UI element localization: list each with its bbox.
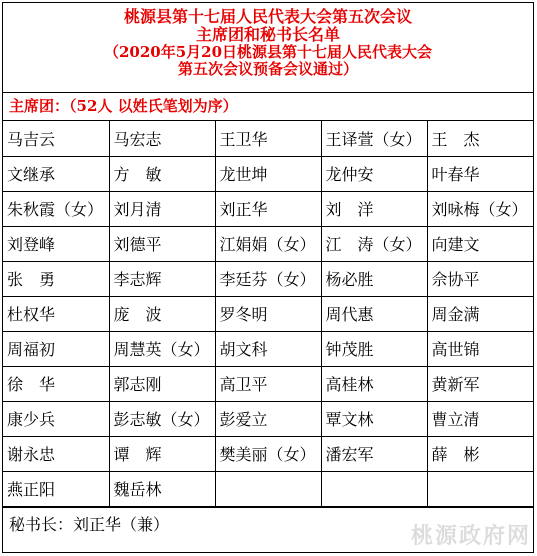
member-name-cell: 薛 彬 — [427, 436, 533, 471]
document-header — [3, 3, 533, 93]
member-name-cell: 庞 波 — [109, 296, 215, 331]
member-name-cell: 杜权华 — [3, 296, 109, 331]
table-row — [3, 436, 533, 471]
member-name-cell: 王 杰 — [427, 121, 533, 156]
table-row — [3, 121, 533, 156]
member-name-cell: 彭志敏（女） — [109, 401, 215, 436]
member-name-cell: 周福初 — [3, 331, 109, 366]
member-name-cell: 刘正华 — [215, 191, 321, 226]
member-name-cell: 马宏志 — [109, 121, 215, 156]
presidium-label: 主席团：（52人 以姓氏笔划为序） — [3, 93, 533, 121]
member-name-cell: 高卫平 — [215, 366, 321, 401]
member-name-cell: 王译萱（女） — [321, 121, 427, 156]
member-name-cell: 佘协平 — [427, 261, 533, 296]
member-name-cell: 江 涛（女） — [321, 226, 427, 261]
header-title: 桃源县第十七届人民代表大会第五次会议 — [123, 7, 412, 26]
member-name-cell: 胡文科 — [215, 331, 321, 366]
member-name-cell: 刘月清 — [109, 191, 215, 226]
name-list-sheet — [2, 2, 534, 553]
table-row — [3, 366, 533, 401]
member-name-cell: 周金满 — [427, 296, 533, 331]
member-name-cell: 王卫华 — [215, 121, 321, 156]
member-name-cell: 谢永忠 — [3, 436, 109, 471]
member-name-cell: 康少兵 — [3, 401, 109, 436]
member-name-cell: 朱秋霞（女） — [3, 191, 109, 226]
member-name-cell: 刘 洋 — [321, 191, 427, 226]
member-name-cell — [321, 471, 427, 506]
member-name-cell: 刘咏梅（女） — [427, 191, 533, 226]
table-row — [3, 191, 533, 226]
member-name-cell: 郭志刚 — [109, 366, 215, 401]
member-name-cell: 李志辉 — [109, 261, 215, 296]
member-name-cell: 燕正阳 — [3, 471, 109, 506]
member-name-cell: 谭 辉 — [109, 436, 215, 471]
secretary-general: 秘书长：刘正华（兼） — [3, 507, 533, 543]
table-row — [3, 261, 533, 296]
member-name-cell — [427, 471, 533, 506]
member-name-cell: 刘登峰 — [3, 226, 109, 261]
header-note-line2: 第五次会议预备会议通过） — [177, 60, 358, 78]
member-name-cell: 樊美丽（女） — [215, 436, 321, 471]
member-name-cell: 魏岳林 — [109, 471, 215, 506]
member-name-cell: 江娟娟（女） — [215, 226, 321, 261]
header-subtitle: 主席团和秘书长名单 — [195, 25, 340, 44]
member-name-cell: 文继承 — [3, 156, 109, 191]
member-name-cell: 马吉云 — [3, 121, 109, 156]
presidium-table — [3, 121, 533, 507]
member-name-cell: 叶春华 — [427, 156, 533, 191]
member-name-cell: 彭爱立 — [215, 401, 321, 436]
member-name-cell: 周代惠 — [321, 296, 427, 331]
member-name-cell: 黄新军 — [427, 366, 533, 401]
member-name-cell: 刘德平 — [109, 226, 215, 261]
member-name-cell: 向建文 — [427, 226, 533, 261]
member-name-cell: 潘宏军 — [321, 436, 427, 471]
table-row — [3, 471, 533, 506]
member-name-cell — [215, 471, 321, 506]
member-name-cell: 曹立清 — [427, 401, 533, 436]
member-name-cell: 罗冬明 — [215, 296, 321, 331]
member-name-cell: 高世锦 — [427, 331, 533, 366]
member-name-cell: 高桂林 — [321, 366, 427, 401]
member-name-cell: 龙仲安 — [321, 156, 427, 191]
table-row — [3, 401, 533, 436]
member-name-cell: 李廷芬（女） — [215, 261, 321, 296]
header-note-line1: （2020年5月20日桃源县第十七届人民代表大会 — [103, 43, 433, 61]
member-name-cell: 覃文林 — [321, 401, 427, 436]
member-name-cell: 周慧英（女） — [109, 331, 215, 366]
table-row — [3, 226, 533, 261]
watermark-logo: 桃源政府网 — [410, 523, 531, 549]
table-row — [3, 296, 533, 331]
table-row — [3, 156, 533, 191]
table-row — [3, 331, 533, 366]
member-name-cell: 钟茂胜 — [321, 331, 427, 366]
member-name-cell: 龙世坤 — [215, 156, 321, 191]
member-name-cell: 张 勇 — [3, 261, 109, 296]
member-name-cell: 杨必胜 — [321, 261, 427, 296]
member-name-cell: 方 敏 — [109, 156, 215, 191]
member-name-cell: 徐 华 — [3, 366, 109, 401]
